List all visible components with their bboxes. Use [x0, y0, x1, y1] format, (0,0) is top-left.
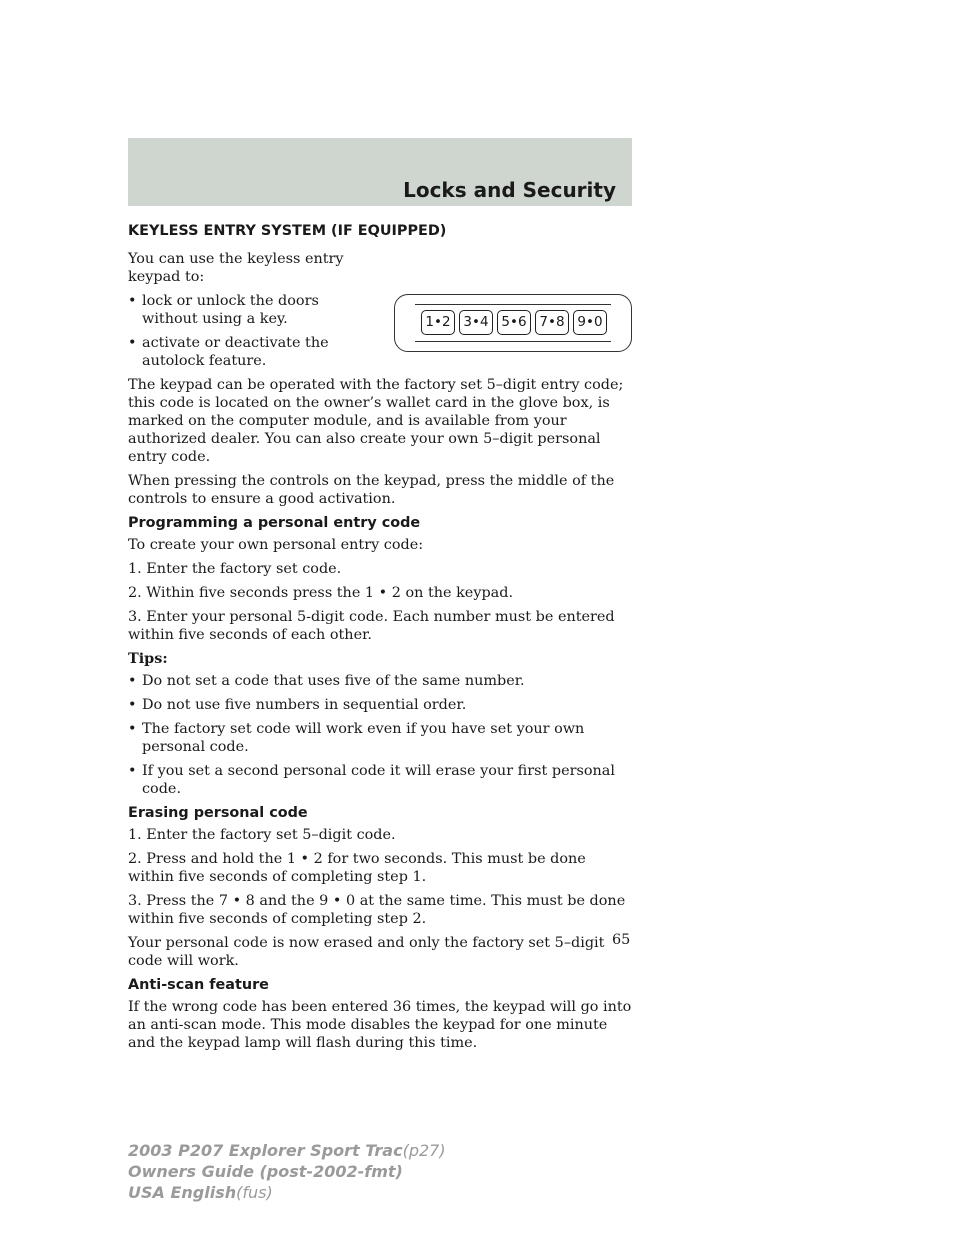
- antiscan-text: If the wrong code has been entered 36 times, the keypad will go into an anti-scan mode. This mode disables the keypad for one minute and the keypad lamp will flash during this time.: [128, 999, 632, 1051]
- programming-step: 2. Within five seconds press the 1 • 2 on the keypad.: [128, 585, 514, 601]
- document-footer: [128, 1140, 446, 1203]
- erasing-step: 2. Press and hold the 1 • 2 for two seconds. This must be done within five seconds of completing step 1.: [128, 851, 586, 885]
- intro-bullet-item: • lock or unlock the doors without using a key.: [128, 292, 378, 328]
- keypad-top-line: [415, 304, 611, 305]
- erasing-step: 3. Press the 7 • 8 and the 9 • 0 at the same time. This must be done within five seconds of completing step 2.: [128, 893, 626, 927]
- intro-block: [128, 250, 634, 370]
- programming-heading: Programming a personal entry code: [128, 515, 421, 531]
- page-number: 65: [612, 932, 631, 948]
- keypad-key-1-2: 1•2: [421, 310, 455, 335]
- footer-guide-format: Owners Guide (post-2002-fmt): [128, 1162, 403, 1181]
- intro-bullet-item: • activate or deactivate the autolock feature.: [128, 334, 378, 370]
- programming-intro: To create your own personal entry code:: [128, 537, 424, 553]
- footer-language: USA English: [128, 1183, 237, 1202]
- keypad-bottom-line: [415, 341, 611, 342]
- tip-item: • Do not set a code that uses five of the same number.: [128, 672, 634, 690]
- footer-model: 2003 P207 Explorer Sport Trac: [128, 1141, 403, 1160]
- keypad-key-5-6: 5•6: [497, 310, 531, 335]
- footer-line-2: [128, 1161, 446, 1182]
- erasing-closing: Your personal code is now erased and only the factory set 5–digit code will work.: [128, 935, 605, 969]
- intro-bullet-list: [128, 292, 378, 370]
- header-band: [128, 138, 632, 206]
- intro-paragraph: You can use the keyless entry keypad to:: [128, 251, 344, 285]
- keypad-key-3-4: 3•4: [459, 310, 493, 335]
- body-paragraph: When pressing the controls on the keypad, press the middle of the controls to ensure a good activation.: [128, 473, 615, 507]
- keypad-illustration: [394, 294, 632, 352]
- section-header-title: Locks and Security: [403, 178, 616, 202]
- tips-list: [128, 672, 634, 798]
- keypad-key-7-8: 7•8: [535, 310, 569, 335]
- intro-text-column: [128, 250, 378, 370]
- programming-step: 1. Enter the factory set code.: [128, 561, 342, 577]
- antiscan-heading: Anti-scan feature: [128, 977, 269, 993]
- footer-line-3: [128, 1182, 446, 1203]
- tips-label: Tips:: [128, 650, 168, 667]
- tip-item: • The factory set code will work even if you have set your own personal code.: [128, 720, 634, 756]
- footer-model-code: (p27): [402, 1141, 446, 1160]
- keypad-keys: [421, 310, 607, 335]
- body-paragraph: The keypad can be operated with the factory set 5–digit entry code; this code is located on the owner’s wallet card in the glove box, is marked on the computer module, and is available from your authorized dealer. You can also create your own 5–digit personal entry code.: [128, 377, 624, 465]
- footer-language-code: (fus): [236, 1183, 273, 1202]
- erasing-heading: Erasing personal code: [128, 805, 308, 821]
- programming-step: 3. Enter your personal 5-digit code. Each number must be entered within five seconds of each other.: [128, 609, 615, 643]
- tip-item: • If you set a second personal code it will erase your first personal code.: [128, 762, 634, 798]
- section-title: KEYLESS ENTRY SYSTEM (IF EQUIPPED): [128, 223, 447, 239]
- page-content: [128, 218, 634, 1058]
- footer-line-1: [128, 1140, 446, 1161]
- tip-item: • Do not use five numbers in sequential order.: [128, 696, 634, 714]
- erasing-step: 1. Enter the factory set 5–digit code.: [128, 827, 396, 843]
- keypad-key-9-0: 9•0: [573, 310, 607, 335]
